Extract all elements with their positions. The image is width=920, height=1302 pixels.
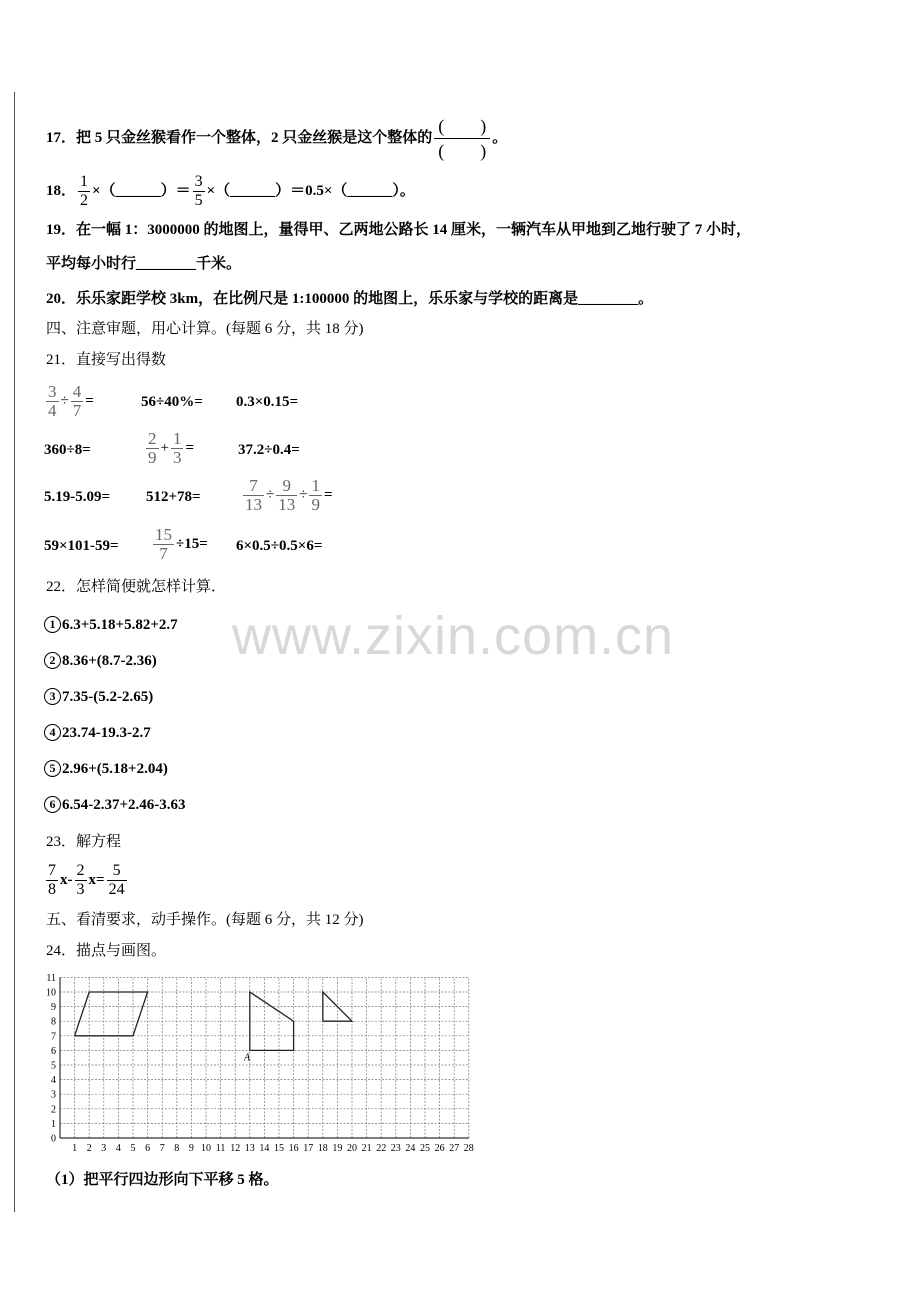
q22-expression: 6.54-2.37+2.46-3.63 (62, 797, 186, 813)
question-18 (46, 173, 415, 210)
y-tick-label: 9 (51, 1002, 56, 1014)
frac-num: 5 (112, 862, 121, 879)
frac-den: 13 (278, 495, 296, 514)
circled-number: 4 (44, 724, 61, 741)
x-tick-label: 18 (317, 1143, 328, 1154)
q21-r3-c (241, 477, 333, 514)
x-tick-label: 22 (376, 1143, 387, 1154)
q17-numerator-blank: ( ) (438, 116, 487, 136)
circled-number: 5 (44, 760, 61, 777)
q21-r2-a: 360÷8= (44, 442, 91, 458)
frac-den: 3 (172, 448, 182, 467)
circled-number: 1 (44, 616, 61, 633)
q22-expression: 6.3+5.18+5.82+2.7 (62, 617, 178, 633)
x-tick-label: 11 (215, 1143, 226, 1154)
q18-f2-den: 5 (194, 192, 203, 209)
q22-expression: 7.35-(5.2-2.65) (62, 689, 154, 705)
frac-num: 9 (282, 476, 291, 495)
q18-label: 18． (46, 182, 77, 199)
frac-num: 1 (172, 429, 182, 448)
frac-num: 2 (76, 862, 85, 879)
frac-num: 1 (311, 476, 320, 495)
question-22-title: 22．怎样简便就怎样计算． (46, 579, 227, 595)
q17-end: 。 (492, 129, 508, 146)
x-tick-label: 17 (303, 1143, 314, 1154)
y-tick-label: 11 (46, 972, 56, 984)
q22-item (44, 759, 168, 779)
x-tick-label: 27 (449, 1143, 460, 1154)
q18-f1-num: 1 (80, 173, 89, 190)
operator: ÷ (60, 392, 69, 409)
q21-r4-a: 59×101-59= (44, 538, 119, 554)
q21-r4-c: 6×0.5÷0.5×6= (236, 538, 323, 554)
section-4-heading: 四、注意审题，用心计算。(每题 6 分，共 18 分) (46, 321, 364, 337)
operator: ÷ (299, 486, 308, 503)
section-5-heading: 五、看清要求，动手操作。(每题 6 分，共 12 分) (46, 912, 364, 928)
point-a-label: A (243, 1052, 251, 1064)
q17-denominator-blank: ( ) (438, 141, 487, 161)
x-tick-label: 12 (230, 1143, 241, 1154)
equals: = (185, 439, 195, 456)
watermark: www.zixin.com.cn (232, 606, 675, 666)
frac-num: 4 (72, 382, 82, 401)
frac-num: 7 (249, 476, 258, 495)
q22-expression: 2.96+(5.18+2.04) (62, 761, 168, 777)
operator: + (160, 439, 169, 456)
x-tick-label: 3 (101, 1143, 107, 1154)
q21-r4-b (151, 526, 208, 563)
q18-part1: ×（______）＝ (92, 182, 191, 199)
q21-r1-b: 56÷40%= (141, 394, 203, 410)
circled-number: 6 (44, 796, 61, 813)
x-tick-label: 9 (188, 1143, 194, 1154)
q22-item (44, 651, 157, 671)
question-20: 20．乐乐家距学校 3km，在比例尺是 1:100000 的地图上，乐乐家与学校的距离是________。 (46, 291, 654, 307)
x-tick-label: 15 (274, 1143, 284, 1154)
x-tick-label: 21 (361, 1143, 372, 1154)
frac-den: 3 (76, 881, 85, 898)
x-tick-label: 1 (72, 1143, 78, 1154)
q17-fraction (434, 114, 490, 163)
circled-number: 3 (44, 688, 61, 705)
y-tick-label: 6 (51, 1045, 56, 1057)
question-21-title: 21．直接写出得数 (46, 352, 167, 368)
y-tick-label: 8 (51, 1016, 56, 1028)
equals: = (85, 392, 94, 409)
frac-den: 7 (159, 544, 168, 563)
q21-r3-a: 5.19-5.09= (44, 489, 111, 505)
frac-den: 13 (245, 495, 262, 514)
parallelogram (75, 992, 148, 1036)
q22-item (44, 687, 153, 707)
x-tick-label: 28 (463, 1143, 474, 1154)
x-tick-label: 8 (174, 1143, 180, 1154)
q22-expression: 8.36+(8.7-2.36) (62, 653, 157, 669)
y-tick-label: 4 (51, 1075, 56, 1087)
circled-number: 2 (44, 652, 61, 669)
q21-r3-b: 512+78= (146, 489, 201, 505)
q21-r2-b (144, 430, 194, 467)
q22-item (44, 723, 151, 743)
x-tick-label: 4 (115, 1143, 121, 1154)
y-tick-label: 1 (51, 1118, 56, 1130)
equals: = (323, 486, 333, 503)
q18-part2: ×（______）＝0.5×（______）。 (206, 182, 415, 199)
x-tick-label: 20 (347, 1143, 357, 1154)
frac-num: 2 (148, 429, 157, 448)
x-tick-label: 25 (420, 1143, 430, 1154)
q23-equation (44, 862, 129, 899)
q21-r1-c: 0.3×0.15= (236, 394, 299, 410)
x-tick-label: 24 (405, 1143, 416, 1154)
y-tick-label: 2 (51, 1104, 56, 1116)
q22-expression: 23.74-19.3-2.7 (62, 725, 151, 741)
question-19-line1: 19．在一幅 1：3000000 的地图上，量得甲、乙两地公路长 14 厘米，一辆汽车从甲地到乙地行驶了 7 小时， (46, 222, 752, 238)
q22-item (44, 795, 186, 815)
question-23-title: 23．解方程 (46, 834, 122, 850)
q18-fraction-2 (193, 173, 205, 210)
frac-den: 9 (148, 448, 157, 467)
x-tick-label: 5 (130, 1143, 136, 1154)
q18-f2-num: 3 (194, 173, 203, 190)
y-tick-label: 5 (51, 1060, 56, 1072)
q18-f1-den: 2 (80, 192, 89, 209)
frac-num: 7 (48, 862, 56, 879)
x-tick-label: 23 (390, 1143, 401, 1154)
x-tick-label: 19 (332, 1143, 343, 1154)
frac-num: 3 (48, 382, 57, 401)
question-19-line2: 平均每小时行________千米。 (46, 256, 242, 272)
question-17 (46, 114, 507, 163)
y-tick-label: 7 (51, 1031, 56, 1043)
frac-den: 4 (48, 401, 57, 420)
operator: ÷ (266, 486, 275, 503)
x-tick-label: 6 (145, 1143, 151, 1154)
y-tick-label: 3 (51, 1089, 56, 1101)
x-tick-label: 10 (201, 1143, 211, 1154)
frac-den: 9 (311, 495, 320, 514)
q22-item (44, 615, 178, 635)
q17-text: 17．把 5 只金丝猴看作一个整体，2 只金丝猴是这个整体的 (46, 129, 433, 146)
frac-den: 24 (108, 881, 125, 898)
q23-mid2: x= (88, 871, 105, 888)
q24-sub1: （1）把平行四边形向下平移 5 格。 (46, 1172, 279, 1188)
x-tick-label: 13 (244, 1143, 255, 1154)
margin-line (14, 92, 15, 1212)
x-tick-label: 16 (288, 1143, 299, 1154)
frac-num: 15 (155, 525, 172, 544)
grid-svg (42, 970, 482, 1156)
q23-mid1: x- (60, 871, 73, 888)
q21-r1-a (44, 383, 94, 420)
q18-fraction-1 (78, 173, 90, 210)
coordinate-grid (42, 970, 482, 1156)
q21-r4-b-rest: ÷15= (176, 535, 208, 552)
x-tick-label: 26 (434, 1143, 445, 1154)
x-tick-label: 14 (259, 1143, 270, 1154)
y-tick-label: 0 (51, 1133, 56, 1145)
question-24-title: 24．描点与画图。 (46, 943, 167, 959)
frac-den: 8 (48, 881, 56, 898)
y-tick-label: 10 (46, 987, 56, 999)
x-tick-label: 2 (86, 1143, 92, 1154)
frac-den: 7 (72, 401, 82, 420)
x-tick-label: 7 (159, 1143, 165, 1154)
q21-r2-c: 37.2÷0.4= (238, 442, 300, 458)
